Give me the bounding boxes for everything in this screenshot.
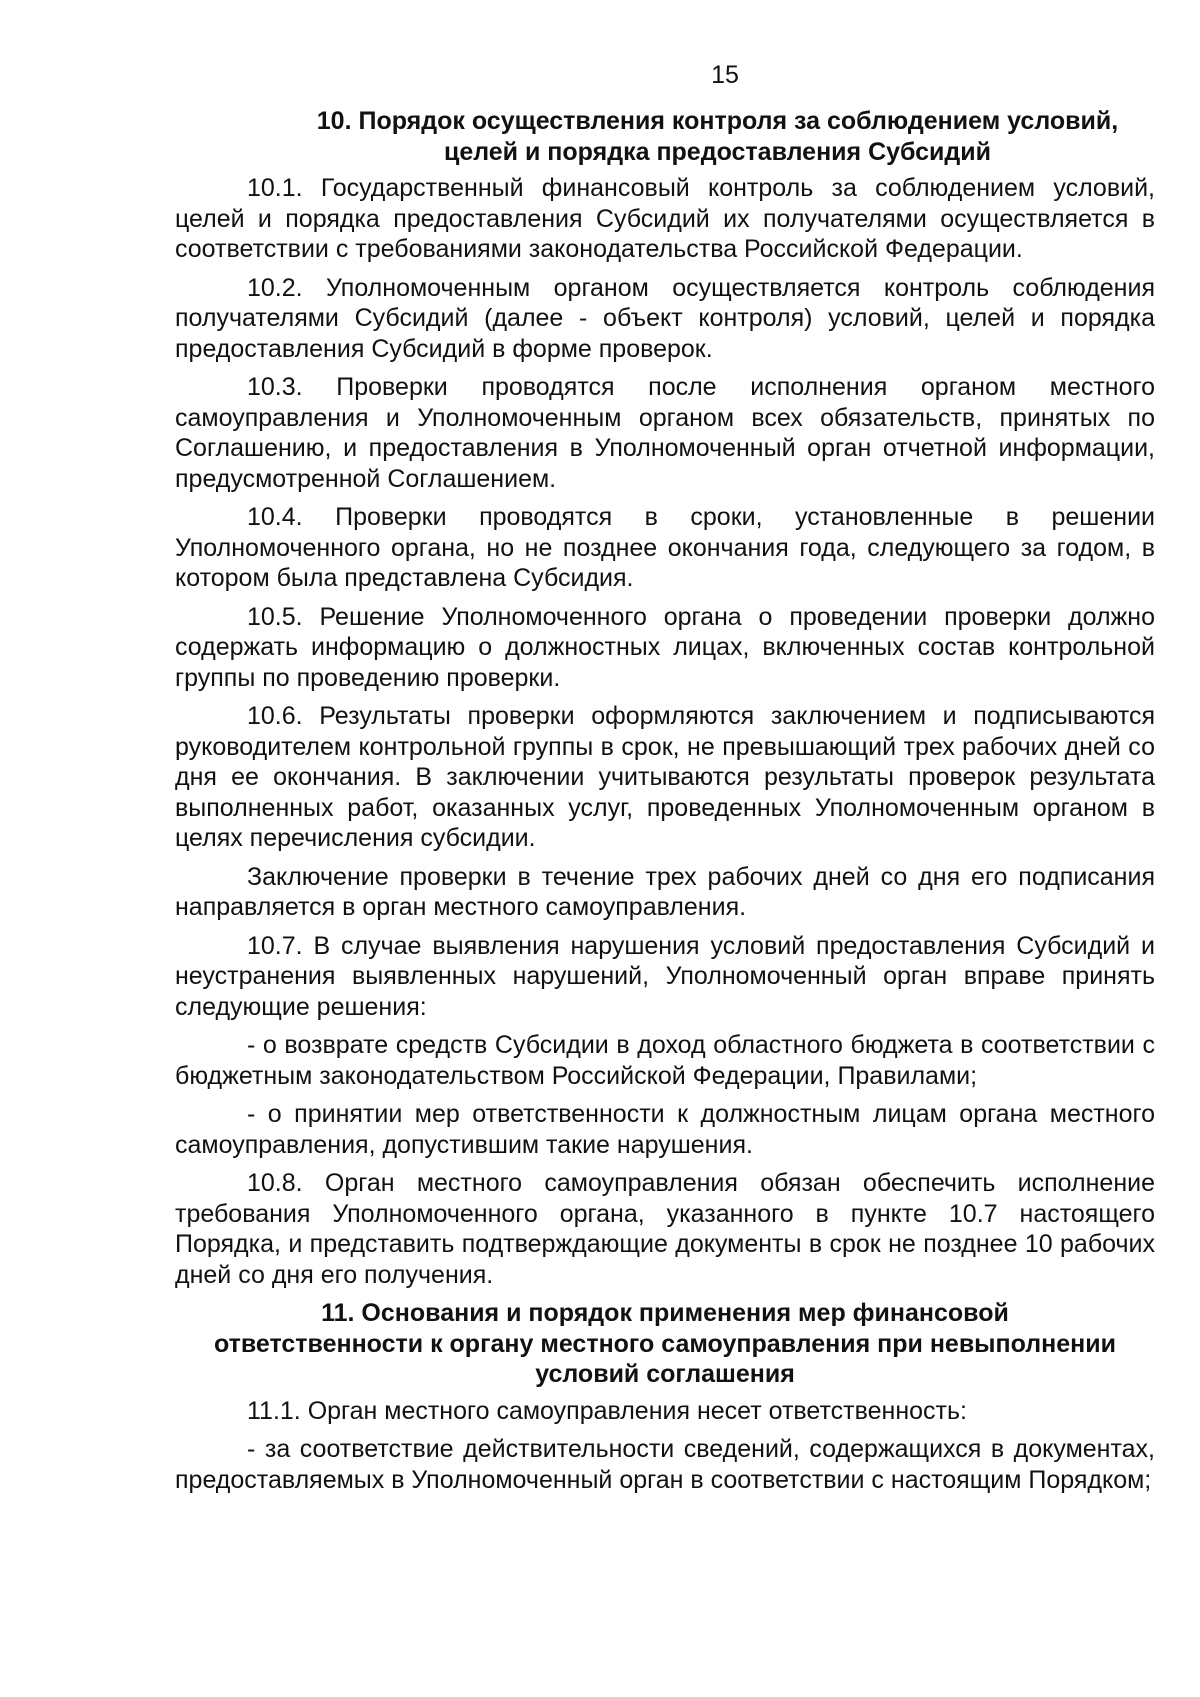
paragraph-10-5: 10.5. Решение Уполномоченного органа о проведении проверки должно содержать информацию о должностных лицах, включенных состав контрольной группы по проведению проверки. xyxy=(175,602,1155,692)
paragraph-10-7: 10.7. В случае выявления нарушения условий предоставления Субсидий и неустранения выявленных нарушений, Уполномоченный орган вправе принять следующие решения: xyxy=(175,931,1155,1021)
paragraph-10-6: 10.6. Результаты проверки оформляются заключением и подписываются руководителем контрольной группы в срок, не превышающий трех рабочих дней со дня ее окончания. В заключении учитываются результаты проверок результата выполненных работ, оказанных услуг, проведенных Уполномоченным органом в целях перечисления субсидии. xyxy=(175,702,1155,852)
section-11-heading xyxy=(175,1298,1155,1390)
paragraph-10-4: 10.4. Проверки проводятся в сроки, установленные в решении Уполномоченного органа, но не позднее окончания года, следующего за годом, в котором была представлена Субсидия. xyxy=(175,503,1155,592)
page-number: 15 xyxy=(711,61,739,89)
section-10-heading xyxy=(175,106,1155,167)
section-10-heading-line-1: 10. Порядок осуществления контроля за соблюдением условий, xyxy=(316,107,1119,135)
section-11-heading-line-2: ответственности к органу местного самоуправления при невыполнении xyxy=(213,1329,1117,1358)
paragraph-10-1: 10.1. Государственный финансовый контроль за соблюдением условий, целей и порядка предоставления Субсидий их получателями осуществляется в соответствии с требованиями законодательства Российской Федерации. xyxy=(175,174,1155,263)
list-item-responsibility: - о принятии мер ответственности к должностным лицам органа местного самоуправления, допустившим такие нарушения. xyxy=(175,1100,1155,1159)
section-10-heading-line-2: целей и порядка предоставления Субсидий xyxy=(443,137,992,166)
list-item-accuracy: - за соответствие действительности сведений, содержащихся в документах, предоставляемых в Уполномоченный орган в соответствии с настоящим Порядком; xyxy=(175,1435,1155,1494)
document-page xyxy=(175,60,1155,1503)
paragraph-10-2: 10.2. Уполномоченным органом осуществляется контроль соблюдения получателями Субсидий (далее - объект контроля) условий, целей и порядка предоставления Субсидий в форме проверок. xyxy=(175,273,1155,363)
paragraph-10-8: 10.8. Орган местного самоуправления обязан обеспечить исполнение требования Уполномоченного органа, указанного в пункте 10.7 настоящего Порядка, и представить подтверждающие документы в срок не позднее 10 рабочих дней со дня его получения. xyxy=(175,1169,1155,1289)
paragraph-11-1: 11.1. Орган местного самоуправления несет ответственность: xyxy=(247,1396,967,1425)
paragraph-10-6-conclusion: Заключение проверки в течение трех рабочих дней со дня его подписания направляется в орган местного самоуправления. xyxy=(175,862,1155,921)
section-11-heading-line-1: 11. Основания и порядок применения мер финансовой xyxy=(321,1299,1009,1327)
list-item-refund: - о возврате средств Субсидии в доход областного бюджета в соответствии с бюджетным законодательством Российской Федерации, Правилами; xyxy=(175,1031,1155,1090)
paragraph-10-3: 10.3. Проверки проводятся после исполнения органом местного самоуправления и Уполномоченным органом всех обязательств, принятых по Соглашению, и предоставления в Уполномоченный орган отчетной информации, предусмотренной Соглашением. xyxy=(175,373,1155,493)
section-11-heading-line-3: условий соглашения xyxy=(535,1360,795,1388)
